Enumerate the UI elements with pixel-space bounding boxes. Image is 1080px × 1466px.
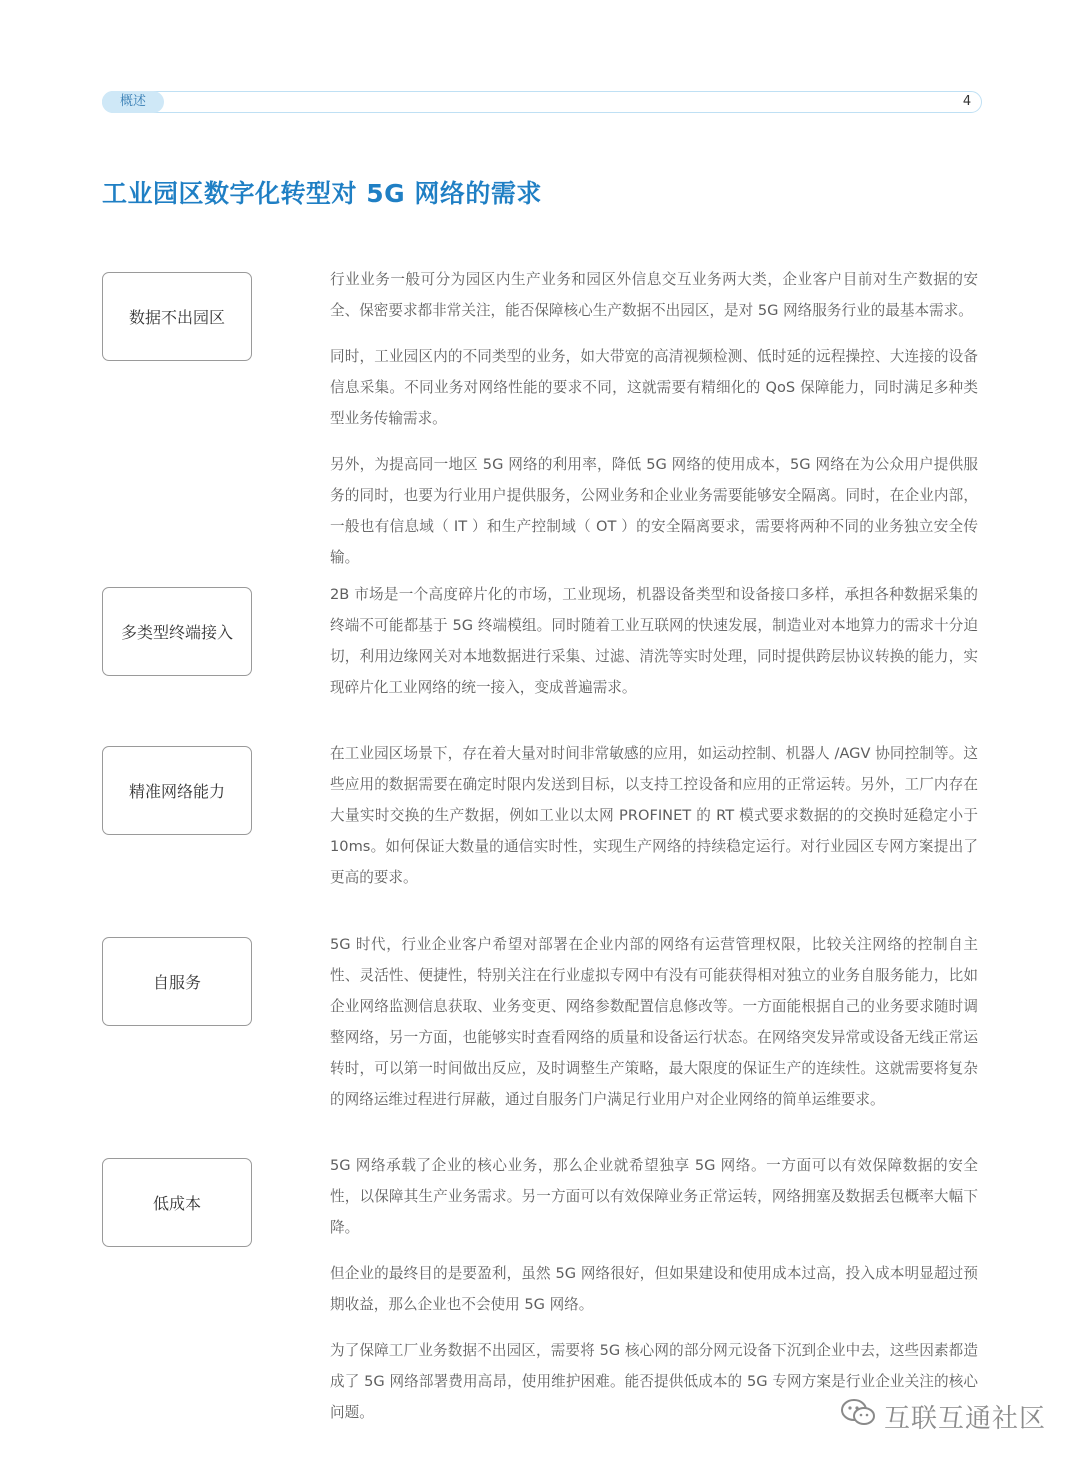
page-title: 工业园区数字化转型对 5G 网络的需求 xyxy=(102,179,542,208)
wechat-icon xyxy=(840,1398,876,1435)
watermark-text: 互联互通社区 xyxy=(883,1404,1046,1434)
section-label-box: 精准网络能力 xyxy=(102,746,252,835)
section-paragraphs xyxy=(330,738,978,908)
section-label-box: 数据不出园区 xyxy=(102,272,252,361)
section-paragraphs xyxy=(330,929,978,1130)
header-bar xyxy=(102,91,982,113)
section-paragraphs xyxy=(330,579,978,718)
page-number: 4 xyxy=(962,94,972,109)
paragraph: 另外，为提高同一地区 5G 网络的利用率，降低 5G 网络的使用成本，5G 网络在为公众用户提供服务的同时，也要为行业用户提供服务，公网业务和企业业务需要能够安全隔离。同时，在企业内部，一般也有信息域（ IT ）和生产控制域（ OT ）的安全隔离要求，需要将两种不同的业务独立安全传输。 xyxy=(330,456,978,566)
paragraph: 5G 时代，行业企业客户希望对部署在企业内部的网络有运营管理权限，比较关注网络的控制自主性、灵活性、便捷性，特别关注在行业虚拟专网中有没有可能获得相对独立的业务自服务能力，比如企业网络监测信息获取、业务变更、网络参数配置信息修改等。一方面能根据自己的业务要求随时调整网络，另一方面，也能够实时查看网络的质量和设备运行状态。在网络突发异常或设备无线正常运转时，可以第一时间做出反应，及时调整生产策略，最大限度的保证生产的连续性。这就需要将复杂的网络运维过程进行屏蔽，通过自服务门户满足行业用户对企业网络的简单运维要求。 xyxy=(330,936,978,1108)
section-label-box: 多类型终端接入 xyxy=(102,587,252,676)
paragraph: 2B 市场是一个高度碎片化的市场，工业现场，机器设备类型和设备接口多样，承担各种数据采集的终端不可能都基于 5G 终端模组。同时随着工业互联网的快速发展，制造业对本地算力的需求十分迫切，利用边缘网关对本地数据进行采集、过滤、清洗等实时处理，同时提供跨层协议转换的能力，实现碎片化工业网络的统一接入，变成普遍需求。 xyxy=(330,586,978,696)
paragraph: 但企业的最终目的是要盈利，虽然 5G 网络很好，但如果建设和使用成本过高，投入成本明显超过预期收益，那么企业也不会使用 5G 网络。 xyxy=(330,1265,978,1313)
paragraph: 5G 网络承载了企业的核心业务，那么企业就希望独享 5G 网络。一方面可以有效保障数据的安全性，以保障其生产业务需求。另一方面可以有效保障业务正常运转，网络拥塞及数据丢包概率大幅下降。 xyxy=(330,1157,978,1236)
section-paragraphs xyxy=(330,264,978,588)
watermark xyxy=(840,1398,1046,1435)
paragraph: 在工业园区场景下，存在着大量对时间非常敏感的应用，如运动控制、机器人 /AGV 协同控制等。这些应用的数据需要在确定时限内发送到目标，以支持工控设备和应用的正常运转。另外，工厂内存在大量实时交换的生产数据，例如工业以太网 PROFINET 的 RT 模式要求数据的的交换时延稳定小于 10ms。如何保证大数量的通信实时性，实现生产网络的持续稳定运行。对行业园区专网方案提出了更高的要求。 xyxy=(330,745,978,886)
paragraph: 行业业务一般可分为园区内生产业务和园区外信息交互业务两大类，企业客户目前对生产数据的安全、保密要求都非常关注，能否保障核心生产数据不出园区，是对 5G 网络服务行业的最基本需求。 xyxy=(330,271,978,319)
paragraph: 同时，工业园区内的不同类型的业务，如大带宽的高清视频检测、低时延的远程操控、大连接的设备信息采集。不同业务对网络性能的要求不同，这就需要有精细化的 QoS 保障能力，同时满足多种类型业务传输需求。 xyxy=(330,348,978,427)
section-label: 概述 xyxy=(102,91,164,113)
section-label-box: 低成本 xyxy=(102,1158,252,1247)
paragraph: 为了保障工厂业务数据不出园区，需要将 5G 核心网的部分网元设备下沉到企业中去，这些因素都造成了 5G 网络部署费用高昂，使用维护困难。能否提供低成本的 5G 专网方案是行业企业关注的核心问题。 xyxy=(330,1342,978,1421)
section-label-box: 自服务 xyxy=(102,937,252,1026)
